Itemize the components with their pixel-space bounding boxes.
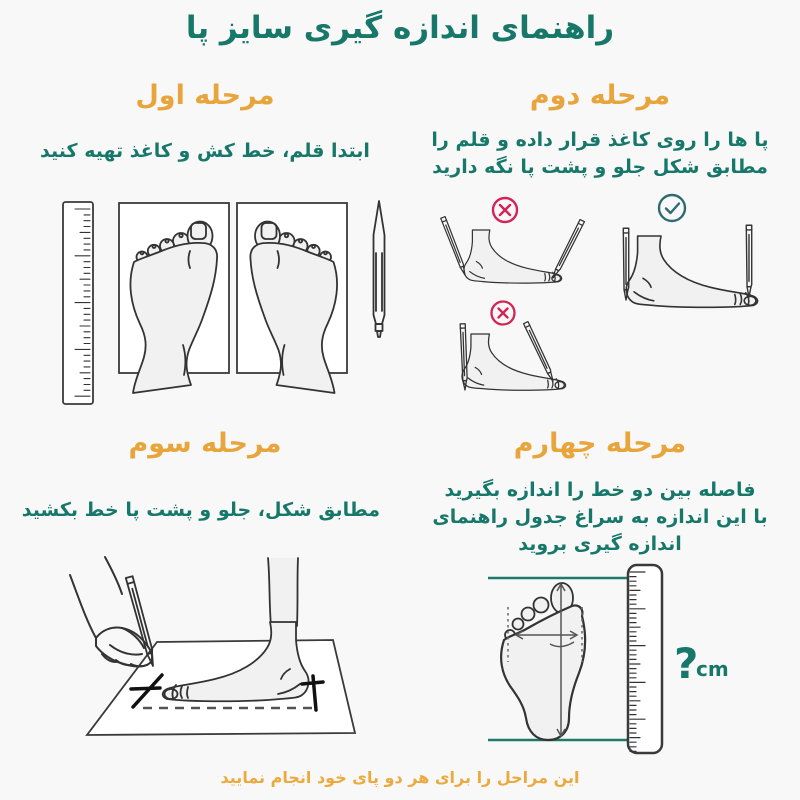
step-4-illustration	[430, 552, 780, 764]
step-3-illustration	[40, 550, 400, 778]
foot-sole-illustration	[501, 583, 585, 740]
step-4-description-line-1: فاصله بین دو خط را اندازه بگیرید	[444, 479, 756, 501]
step-2-description-line-1: پا ها را روی کاغذ قرار داده و قلم را	[431, 129, 769, 151]
cm-unit-label: cm	[696, 657, 729, 681]
step-1-heading: مرحله اول	[135, 80, 275, 111]
measuring-ruler	[628, 565, 662, 753]
measurement-label	[674, 639, 729, 688]
pen-illustration	[460, 324, 467, 390]
step-2-heading: مرحله دوم	[529, 80, 671, 111]
x-circle-icon	[492, 302, 515, 325]
question-mark-label: ?	[674, 639, 699, 688]
footer-note: این مراحل را برای هر دو پای خود انجام نمایید	[220, 768, 580, 787]
pen-illustration	[441, 217, 467, 276]
page-title: راهنمای اندازه گیری سایز پا	[185, 10, 615, 46]
pen-illustration	[551, 220, 585, 280]
x-circle-icon	[493, 198, 517, 222]
foot-side-view	[462, 334, 566, 390]
pen-illustration	[746, 225, 751, 297]
step-1-illustration	[40, 193, 400, 420]
check-circle-icon	[659, 195, 685, 221]
step-4-heading: مرحله چهارم	[513, 428, 687, 459]
step-4-description	[420, 477, 780, 558]
step-2-description	[420, 127, 780, 181]
step-4-description-line-2: با این اندازه به سراغ جدول راهنمای	[432, 506, 768, 528]
foot-side-view	[626, 236, 757, 307]
ruler-illustration	[63, 202, 93, 404]
pen-illustration	[374, 201, 385, 337]
pen-illustration	[623, 228, 628, 300]
pen-illustration	[524, 322, 556, 382]
foot-side-view	[464, 230, 562, 283]
step-2-description-line-2: مطابق شکل جلو و پشت پا نگه دارید	[432, 156, 768, 178]
step-4-description-line-3: اندازه گیری بروید	[518, 533, 682, 555]
step-1-description: ابتدا قلم، خط کش و کاغذ تهیه کنید	[40, 140, 370, 162]
step-2-illustration	[425, 186, 785, 412]
step-3-heading: مرحله سوم	[128, 428, 282, 459]
leg-illustration	[268, 558, 298, 626]
hand-with-pen-illustration	[70, 557, 152, 667]
step-3-description: مطابق شکل، جلو و پشت پا خط بکشید	[21, 499, 380, 521]
